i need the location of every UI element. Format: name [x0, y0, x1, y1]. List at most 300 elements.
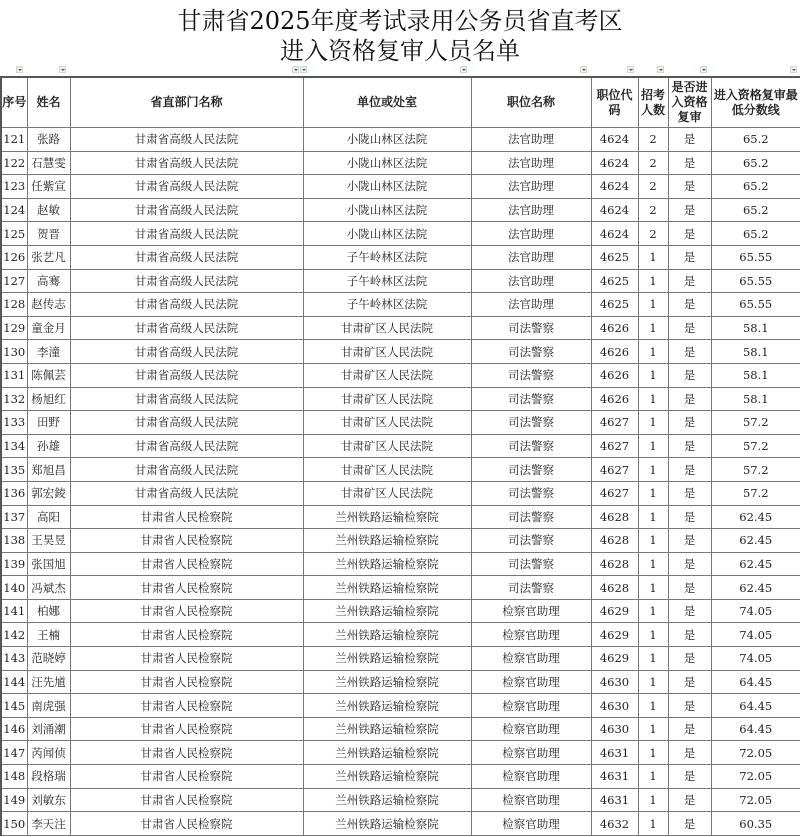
cell-qualified[interactable]: 是 — [668, 576, 711, 600]
cell-position[interactable]: 司法警察 — [471, 576, 591, 600]
cell-position[interactable]: 法官助理 — [471, 293, 591, 317]
cell-dept[interactable]: 甘肃省高级人民法院 — [70, 411, 303, 435]
filter-dropdown-icon[interactable] — [657, 66, 664, 73]
cell-quota[interactable]: 1 — [638, 741, 668, 765]
cell-code[interactable]: 4624 — [591, 128, 638, 152]
cell-min_score[interactable]: 57.2 — [711, 481, 800, 505]
cell-seq[interactable]: 146 — [1, 717, 27, 741]
cell-position[interactable]: 司法警察 — [471, 316, 591, 340]
cell-unit[interactable]: 子午岭林区法院 — [303, 269, 471, 293]
cell-dept[interactable]: 甘肃省高级人民法院 — [70, 269, 303, 293]
cell-min_score[interactable]: 62.45 — [711, 505, 800, 529]
cell-code[interactable]: 4624 — [591, 151, 638, 175]
cell-dept[interactable]: 甘肃省人民检察院 — [70, 741, 303, 765]
cell-dept[interactable]: 甘肃省人民检察院 — [70, 623, 303, 647]
cell-position[interactable]: 司法警察 — [471, 505, 591, 529]
cell-quota[interactable]: 1 — [638, 316, 668, 340]
cell-qualified[interactable]: 是 — [668, 458, 711, 482]
cell-seq[interactable]: 132 — [1, 387, 27, 411]
cell-position[interactable]: 司法警察 — [471, 552, 591, 576]
cell-quota[interactable]: 1 — [638, 812, 668, 836]
cell-quota[interactable]: 2 — [638, 128, 668, 152]
cell-position[interactable]: 检察官助理 — [471, 741, 591, 765]
cell-code[interactable]: 4624 — [591, 198, 638, 222]
cell-dept[interactable]: 甘肃省人民检察院 — [70, 647, 303, 671]
cell-unit[interactable]: 兰州铁路运输检察院 — [303, 788, 471, 812]
cell-quota[interactable]: 1 — [638, 363, 668, 387]
cell-code[interactable]: 4624 — [591, 222, 638, 246]
cell-quota[interactable]: 1 — [638, 340, 668, 364]
cell-seq[interactable]: 150 — [1, 812, 27, 836]
cell-unit[interactable]: 小陇山林区法院 — [303, 222, 471, 246]
cell-dept[interactable]: 甘肃省人民检察院 — [70, 505, 303, 529]
cell-seq[interactable]: 127 — [1, 269, 27, 293]
cell-name[interactable]: 汪先馗 — [27, 670, 70, 694]
cell-qualified[interactable]: 是 — [668, 481, 711, 505]
cell-min_score[interactable]: 57.2 — [711, 434, 800, 458]
cell-dept[interactable]: 甘肃省高级人民法院 — [70, 481, 303, 505]
cell-code[interactable]: 4632 — [591, 812, 638, 836]
cell-unit[interactable]: 兰州铁路运输检察院 — [303, 812, 471, 836]
cell-min_score[interactable]: 64.45 — [711, 717, 800, 741]
cell-position[interactable]: 司法警察 — [471, 481, 591, 505]
cell-unit[interactable]: 甘肃矿区人民法院 — [303, 340, 471, 364]
cell-name[interactable]: 郑旭昌 — [27, 458, 70, 482]
cell-quota[interactable]: 1 — [638, 434, 668, 458]
cell-code[interactable]: 4626 — [591, 387, 638, 411]
column-header-position[interactable]: 职位名称 — [471, 77, 591, 128]
filter-dropdown-icon[interactable] — [460, 66, 467, 73]
cell-min_score[interactable]: 65.55 — [711, 245, 800, 269]
cell-dept[interactable]: 甘肃省高级人民法院 — [70, 222, 303, 246]
cell-name[interactable]: 张艺凡 — [27, 245, 70, 269]
cell-qualified[interactable]: 是 — [668, 812, 711, 836]
cell-unit[interactable]: 兰州铁路运输检察院 — [303, 741, 471, 765]
cell-name[interactable]: 高阳 — [27, 505, 70, 529]
cell-unit[interactable]: 兰州铁路运输检察院 — [303, 505, 471, 529]
cell-dept[interactable]: 甘肃省人民检察院 — [70, 788, 303, 812]
cell-position[interactable]: 检察官助理 — [471, 765, 591, 789]
cell-dept[interactable]: 甘肃省人民检察院 — [70, 765, 303, 789]
cell-code[interactable]: 4627 — [591, 411, 638, 435]
cell-seq[interactable]: 139 — [1, 552, 27, 576]
cell-qualified[interactable]: 是 — [668, 599, 711, 623]
cell-position[interactable]: 法官助理 — [471, 128, 591, 152]
cell-quota[interactable]: 1 — [638, 576, 668, 600]
cell-unit[interactable]: 甘肃矿区人民法院 — [303, 434, 471, 458]
cell-seq[interactable]: 140 — [1, 576, 27, 600]
table-row — [1, 175, 800, 199]
cell-seq[interactable]: 134 — [1, 434, 27, 458]
cell-position[interactable]: 检察官助理 — [471, 717, 591, 741]
column-header-min_score[interactable]: 进入资格复审最低分数线 — [711, 77, 800, 128]
cell-quota[interactable]: 1 — [638, 694, 668, 718]
cell-name[interactable]: 高骞 — [27, 269, 70, 293]
cell-dept[interactable]: 甘肃省高级人民法院 — [70, 293, 303, 317]
cell-seq[interactable]: 143 — [1, 647, 27, 671]
cell-min_score[interactable]: 62.45 — [711, 552, 800, 576]
cell-position[interactable]: 检察官助理 — [471, 599, 591, 623]
cell-dept[interactable]: 甘肃省高级人民法院 — [70, 151, 303, 175]
cell-qualified[interactable]: 是 — [668, 529, 711, 553]
cell-name[interactable]: 郭宏錂 — [27, 481, 70, 505]
cell-dept[interactable]: 甘肃省高级人民法院 — [70, 198, 303, 222]
table-row — [1, 411, 800, 435]
cell-name[interactable]: 王楠 — [27, 623, 70, 647]
cell-quota[interactable]: 2 — [638, 175, 668, 199]
cell-code[interactable]: 4630 — [591, 694, 638, 718]
cell-qualified[interactable]: 是 — [668, 694, 711, 718]
cell-quota[interactable]: 1 — [638, 458, 668, 482]
cell-qualified[interactable]: 是 — [668, 340, 711, 364]
cell-seq[interactable]: 126 — [1, 245, 27, 269]
cell-name[interactable]: 石慧雯 — [27, 151, 70, 175]
cell-name[interactable]: 冯斌杰 — [27, 576, 70, 600]
cell-code[interactable]: 4627 — [591, 458, 638, 482]
cell-name[interactable]: 李天注 — [27, 812, 70, 836]
column-header-name[interactable]: 姓名 — [27, 77, 70, 128]
cell-qualified[interactable]: 是 — [668, 741, 711, 765]
cell-code[interactable]: 4626 — [591, 363, 638, 387]
cell-dept[interactable]: 甘肃省高级人民法院 — [70, 245, 303, 269]
cell-qualified[interactable]: 是 — [668, 198, 711, 222]
cell-dept[interactable]: 甘肃省高级人民法院 — [70, 340, 303, 364]
title-line-1: 甘肃省2025年度考试录用公务员省直考区 — [177, 7, 623, 35]
cell-name[interactable]: 陈佩芸 — [27, 363, 70, 387]
cell-name[interactable]: 张路 — [27, 128, 70, 152]
cell-qualified[interactable]: 是 — [668, 175, 711, 199]
cell-unit[interactable]: 子午岭林区法院 — [303, 245, 471, 269]
cell-seq[interactable]: 128 — [1, 293, 27, 317]
cell-seq[interactable]: 141 — [1, 599, 27, 623]
cell-qualified[interactable]: 是 — [668, 222, 711, 246]
cell-code[interactable]: 4625 — [591, 269, 638, 293]
table-row — [1, 765, 800, 789]
cell-seq[interactable]: 144 — [1, 670, 27, 694]
cell-code[interactable]: 4629 — [591, 623, 638, 647]
cell-min_score[interactable]: 62.45 — [711, 529, 800, 553]
cell-position[interactable]: 检察官助理 — [471, 647, 591, 671]
cell-code[interactable]: 4630 — [591, 717, 638, 741]
cell-min_score[interactable]: 57.2 — [711, 411, 800, 435]
cell-dept[interactable]: 甘肃省人民检察院 — [70, 599, 303, 623]
cell-name[interactable]: 刘敏东 — [27, 788, 70, 812]
cell-name[interactable]: 赵传志 — [27, 293, 70, 317]
cell-unit[interactable]: 兰州铁路运输检察院 — [303, 529, 471, 553]
cell-seq[interactable]: 124 — [1, 198, 27, 222]
cell-qualified[interactable]: 是 — [668, 765, 711, 789]
cell-quota[interactable]: 2 — [638, 151, 668, 175]
cell-min_score[interactable]: 74.05 — [711, 623, 800, 647]
cell-qualified[interactable]: 是 — [668, 293, 711, 317]
cell-qualified[interactable]: 是 — [668, 387, 711, 411]
cell-unit[interactable]: 甘肃矿区人民法院 — [303, 316, 471, 340]
cell-unit[interactable]: 兰州铁路运输检察院 — [303, 717, 471, 741]
filter-dropdown-icon[interactable] — [300, 66, 307, 73]
cell-seq[interactable]: 133 — [1, 411, 27, 435]
cell-seq[interactable]: 142 — [1, 623, 27, 647]
cell-min_score[interactable]: 74.05 — [711, 599, 800, 623]
cell-min_score[interactable]: 64.45 — [711, 670, 800, 694]
cell-code[interactable]: 4631 — [591, 765, 638, 789]
cell-quota[interactable]: 1 — [638, 269, 668, 293]
cell-dept[interactable]: 甘肃省高级人民法院 — [70, 363, 303, 387]
cell-unit[interactable]: 小陇山林区法院 — [303, 151, 471, 175]
cell-name[interactable]: 任紫宣 — [27, 175, 70, 199]
cell-code[interactable]: 4625 — [591, 293, 638, 317]
cell-qualified[interactable]: 是 — [668, 363, 711, 387]
cell-seq[interactable]: 149 — [1, 788, 27, 812]
cell-qualified[interactable]: 是 — [668, 552, 711, 576]
cell-qualified[interactable]: 是 — [668, 269, 711, 293]
cell-min_score[interactable]: 65.2 — [711, 128, 800, 152]
cell-min_score[interactable]: 58.1 — [711, 316, 800, 340]
cell-dept[interactable]: 甘肃省人民检察院 — [70, 717, 303, 741]
cell-position[interactable]: 法官助理 — [471, 198, 591, 222]
cell-qualified[interactable]: 是 — [668, 717, 711, 741]
column-header-seq[interactable]: 序号 — [1, 77, 27, 128]
cell-min_score[interactable]: 58.1 — [711, 363, 800, 387]
cell-quota[interactable]: 1 — [638, 245, 668, 269]
cell-seq[interactable]: 121 — [1, 128, 27, 152]
cell-min_score[interactable]: 72.05 — [711, 741, 800, 765]
cell-unit[interactable]: 兰州铁路运输检察院 — [303, 670, 471, 694]
cell-name[interactable]: 童金月 — [27, 316, 70, 340]
cell-seq[interactable]: 136 — [1, 481, 27, 505]
cell-unit[interactable]: 小陇山林区法院 — [303, 175, 471, 199]
cell-quota[interactable]: 1 — [638, 788, 668, 812]
cell-name[interactable]: 芮闻侦 — [27, 741, 70, 765]
filter-dropdown-icon[interactable] — [790, 66, 797, 73]
cell-unit[interactable]: 兰州铁路运输检察院 — [303, 552, 471, 576]
cell-name[interactable]: 贺晋 — [27, 222, 70, 246]
column-header-quota[interactable]: 招考人数 — [638, 77, 668, 128]
cell-position[interactable]: 司法警察 — [471, 411, 591, 435]
cell-position[interactable]: 法官助理 — [471, 222, 591, 246]
column-header-code[interactable]: 职位代码 — [591, 77, 638, 128]
cell-name[interactable]: 南虎强 — [27, 694, 70, 718]
cell-dept[interactable]: 甘肃省高级人民法院 — [70, 128, 303, 152]
filter-dropdown-icon[interactable] — [59, 66, 66, 73]
cell-position[interactable]: 检察官助理 — [471, 812, 591, 836]
cell-unit[interactable]: 甘肃矿区人民法院 — [303, 411, 471, 435]
cell-min_score[interactable]: 60.35 — [711, 812, 800, 836]
table-body — [1, 128, 800, 836]
cell-unit[interactable]: 甘肃矿区人民法院 — [303, 387, 471, 411]
cell-dept[interactable]: 甘肃省人民检察院 — [70, 812, 303, 836]
cell-qualified[interactable]: 是 — [668, 434, 711, 458]
cell-position[interactable]: 检察官助理 — [471, 694, 591, 718]
cell-position[interactable]: 司法警察 — [471, 434, 591, 458]
filter-dropdown-icon[interactable] — [627, 66, 634, 73]
cell-code[interactable]: 4631 — [591, 741, 638, 765]
cell-quota[interactable]: 1 — [638, 552, 668, 576]
cell-quota[interactable]: 1 — [638, 623, 668, 647]
cell-position[interactable]: 检察官助理 — [471, 788, 591, 812]
table-row — [1, 363, 800, 387]
cell-seq[interactable]: 123 — [1, 175, 27, 199]
cell-min_score[interactable]: 64.45 — [711, 694, 800, 718]
cell-dept[interactable]: 甘肃省人民检察院 — [70, 576, 303, 600]
column-header-dept[interactable]: 省直部门名称 — [70, 77, 303, 128]
cell-unit[interactable]: 兰州铁路运输检察院 — [303, 623, 471, 647]
cell-code[interactable]: 4629 — [591, 599, 638, 623]
cell-unit[interactable]: 兰州铁路运输检察院 — [303, 694, 471, 718]
cell-quota[interactable]: 2 — [638, 222, 668, 246]
cell-code[interactable]: 4628 — [591, 576, 638, 600]
cell-quota[interactable]: 1 — [638, 481, 668, 505]
cell-code[interactable]: 4629 — [591, 647, 638, 671]
cell-name[interactable]: 杨旭红 — [27, 387, 70, 411]
cell-position[interactable]: 司法警察 — [471, 529, 591, 553]
cell-unit[interactable]: 小陇山林区法院 — [303, 128, 471, 152]
filter-dropdown-icon[interactable] — [580, 66, 587, 73]
cell-position[interactable]: 司法警察 — [471, 458, 591, 482]
cell-qualified[interactable]: 是 — [668, 411, 711, 435]
cell-name[interactable]: 段格瑞 — [27, 765, 70, 789]
cell-position[interactable]: 司法警察 — [471, 387, 591, 411]
cell-qualified[interactable]: 是 — [668, 505, 711, 529]
cell-quota[interactable]: 1 — [638, 293, 668, 317]
cell-min_score[interactable]: 65.2 — [711, 198, 800, 222]
cell-seq[interactable]: 135 — [1, 458, 27, 482]
cell-min_score[interactable]: 58.1 — [711, 340, 800, 364]
cell-unit[interactable]: 子午岭林区法院 — [303, 293, 471, 317]
cell-position[interactable]: 法官助理 — [471, 269, 591, 293]
cell-unit[interactable]: 兰州铁路运输检察院 — [303, 599, 471, 623]
cell-unit[interactable]: 兰州铁路运输检察院 — [303, 576, 471, 600]
cell-name[interactable]: 柏娜 — [27, 599, 70, 623]
cell-code[interactable]: 4628 — [591, 505, 638, 529]
cell-seq[interactable]: 129 — [1, 316, 27, 340]
cell-dept[interactable]: 甘肃省高级人民法院 — [70, 175, 303, 199]
table-row — [1, 788, 800, 812]
cell-seq[interactable]: 145 — [1, 694, 27, 718]
cell-code[interactable]: 4631 — [591, 788, 638, 812]
cell-code[interactable]: 4628 — [591, 529, 638, 553]
filter-dropdown-icon[interactable] — [292, 66, 299, 73]
cell-quota[interactable]: 1 — [638, 599, 668, 623]
cell-unit[interactable]: 兰州铁路运输检察院 — [303, 765, 471, 789]
cell-dept[interactable]: 甘肃省人民检察院 — [70, 670, 303, 694]
cell-quota[interactable]: 1 — [638, 529, 668, 553]
cell-quota[interactable]: 1 — [638, 505, 668, 529]
cell-dept[interactable]: 甘肃省高级人民法院 — [70, 434, 303, 458]
cell-name[interactable]: 孙雄 — [27, 434, 70, 458]
cell-qualified[interactable]: 是 — [668, 647, 711, 671]
cell-code[interactable]: 4625 — [591, 245, 638, 269]
filter-dropdown-icon[interactable] — [16, 66, 23, 73]
cell-dept[interactable]: 甘肃省高级人民法院 — [70, 316, 303, 340]
cell-name[interactable]: 刘涌潮 — [27, 717, 70, 741]
cell-min_score[interactable]: 57.2 — [711, 458, 800, 482]
cell-unit[interactable]: 兰州铁路运输检察院 — [303, 647, 471, 671]
cell-seq[interactable]: 148 — [1, 765, 27, 789]
cell-name[interactable]: 李潼 — [27, 340, 70, 364]
cell-unit[interactable]: 甘肃矿区人民法院 — [303, 363, 471, 387]
cell-min_score[interactable]: 72.05 — [711, 765, 800, 789]
cell-code[interactable]: 4624 — [591, 175, 638, 199]
table-row — [1, 458, 800, 482]
cell-min_score[interactable]: 65.2 — [711, 151, 800, 175]
cell-min_score[interactable]: 65.2 — [711, 222, 800, 246]
column-header-unit[interactable]: 单位或处室 — [303, 77, 471, 128]
cell-seq[interactable]: 138 — [1, 529, 27, 553]
cell-position[interactable]: 检察官助理 — [471, 623, 591, 647]
cell-seq[interactable]: 131 — [1, 363, 27, 387]
cell-quota[interactable]: 2 — [638, 198, 668, 222]
filter-dropdown-icon[interactable] — [700, 66, 707, 73]
cell-unit[interactable]: 小陇山林区法院 — [303, 198, 471, 222]
cell-code[interactable]: 4630 — [591, 670, 638, 694]
cell-min_score[interactable]: 65.55 — [711, 293, 800, 317]
cell-qualified[interactable]: 是 — [668, 151, 711, 175]
table-row — [1, 647, 800, 671]
cell-seq[interactable]: 137 — [1, 505, 27, 529]
cell-quota[interactable]: 1 — [638, 387, 668, 411]
cell-position[interactable]: 检察官助理 — [471, 670, 591, 694]
cell-name[interactable]: 张国旭 — [27, 552, 70, 576]
cell-qualified[interactable]: 是 — [668, 245, 711, 269]
cell-dept[interactable]: 甘肃省人民检察院 — [70, 552, 303, 576]
cell-code[interactable]: 4628 — [591, 552, 638, 576]
cell-position[interactable]: 司法警察 — [471, 363, 591, 387]
cell-seq[interactable]: 125 — [1, 222, 27, 246]
cell-quota[interactable]: 1 — [638, 411, 668, 435]
cell-unit[interactable]: 甘肃矿区人民法院 — [303, 458, 471, 482]
cell-code[interactable]: 4626 — [591, 316, 638, 340]
cell-qualified[interactable]: 是 — [668, 788, 711, 812]
cell-quota[interactable]: 1 — [638, 765, 668, 789]
cell-dept[interactable]: 甘肃省人民检察院 — [70, 694, 303, 718]
cell-position[interactable]: 司法警察 — [471, 340, 591, 364]
cell-seq[interactable]: 147 — [1, 741, 27, 765]
cell-quota[interactable]: 1 — [638, 717, 668, 741]
column-header-qualified[interactable]: 是否进入资格复审 — [668, 77, 711, 128]
cell-min_score[interactable]: 65.55 — [711, 269, 800, 293]
cell-min_score[interactable]: 65.2 — [711, 175, 800, 199]
cell-qualified[interactable]: 是 — [668, 128, 711, 152]
cell-position[interactable]: 法官助理 — [471, 151, 591, 175]
cell-position[interactable]: 法官助理 — [471, 245, 591, 269]
cell-position[interactable]: 法官助理 — [471, 175, 591, 199]
cell-qualified[interactable]: 是 — [668, 316, 711, 340]
cell-min_score[interactable]: 74.05 — [711, 647, 800, 671]
cell-qualified[interactable]: 是 — [668, 623, 711, 647]
cell-code[interactable]: 4627 — [591, 434, 638, 458]
cell-min_score[interactable]: 62.45 — [711, 576, 800, 600]
cell-seq[interactable]: 122 — [1, 151, 27, 175]
cell-quota[interactable]: 1 — [638, 670, 668, 694]
cell-quota[interactable]: 1 — [638, 647, 668, 671]
cell-code[interactable]: 4626 — [591, 340, 638, 364]
cell-code[interactable]: 4627 — [591, 481, 638, 505]
cell-unit[interactable]: 甘肃矿区人民法院 — [303, 481, 471, 505]
cell-name[interactable]: 王昊昱 — [27, 529, 70, 553]
cell-qualified[interactable]: 是 — [668, 670, 711, 694]
cell-seq[interactable]: 130 — [1, 340, 27, 364]
cell-dept[interactable]: 甘肃省高级人民法院 — [70, 387, 303, 411]
cell-name[interactable]: 田野 — [27, 411, 70, 435]
cell-dept[interactable]: 甘肃省高级人民法院 — [70, 458, 303, 482]
cell-name[interactable]: 范晓婷 — [27, 647, 70, 671]
cell-min_score[interactable]: 58.1 — [711, 387, 800, 411]
table-row — [1, 245, 800, 269]
cell-dept[interactable]: 甘肃省人民检察院 — [70, 529, 303, 553]
cell-min_score[interactable]: 72.05 — [711, 788, 800, 812]
cell-name[interactable]: 赵敏 — [27, 198, 70, 222]
table-row — [1, 222, 800, 246]
